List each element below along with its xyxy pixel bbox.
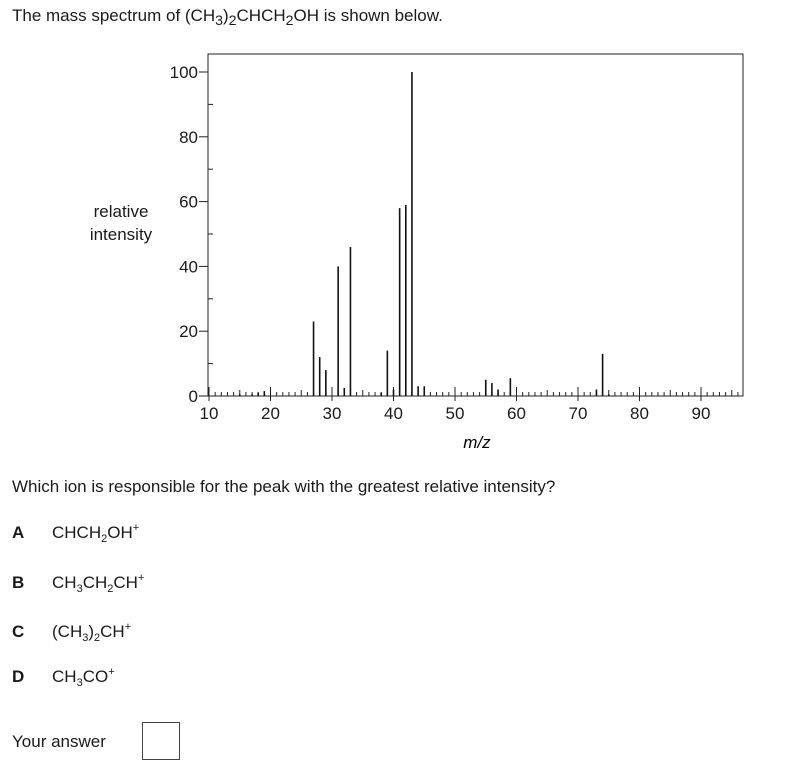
intro-text: ): [222, 6, 229, 25]
intro-subscript: 3: [215, 13, 223, 29]
y-tick-label: 20: [179, 322, 198, 342]
intro-text: OH is shown below.: [293, 6, 443, 25]
x-tick-label: 10: [199, 404, 219, 423]
x-tick-label: 60: [507, 404, 526, 423]
x-tick-label: 50: [445, 404, 465, 423]
plot-frame: [208, 54, 743, 396]
minor-ticks: [215, 390, 738, 396]
y-axis-label: relative intensity: [89, 202, 153, 244]
intro-text: The mass spectrum of (CH: [12, 6, 216, 25]
y-tick-label: 100: [169, 63, 198, 82]
answer-label: Your answer: [12, 732, 106, 751]
answer-input-box[interactable]: [142, 722, 180, 760]
x-tick-label: 40: [384, 404, 403, 423]
y-tick-label: 80: [179, 127, 198, 147]
option-c[interactable]: [12, 622, 131, 642]
option-d[interactable]: [12, 667, 115, 687]
option-formula: $CHCH_2OH^+$: [52, 522, 140, 545]
y-tick-label: 0: [188, 387, 198, 406]
x-tick-label: 80: [630, 404, 649, 423]
question-prompt: Which ion is responsible for the peak with the greatest relative intensity?: [12, 477, 556, 496]
option-a[interactable]: [12, 523, 139, 543]
x-tick-label: 90: [691, 404, 711, 423]
y-axis: [170, 63, 213, 406]
option-letter: C: [12, 622, 25, 641]
x-tick-label: 20: [261, 404, 280, 423]
intro-subscript: 2: [228, 13, 237, 29]
option-letter: A: [12, 523, 25, 542]
y-tick-label: 40: [179, 257, 198, 277]
x-tick-label: 70: [568, 404, 588, 423]
y-tick-label: 60: [179, 192, 198, 212]
option-letter: D: [12, 667, 25, 686]
x-tick-label: 30: [322, 404, 342, 423]
peaks: [240, 72, 609, 396]
intro-subscript: 2: [285, 13, 294, 29]
option-formula: $(CH_3)_2CH^+$: [52, 621, 132, 644]
option-b[interactable]: [12, 573, 144, 593]
x-axis-label: m/z: [463, 433, 491, 452]
intro-text: CHCH: [236, 6, 286, 25]
option-formula: $CH_3CH_2CH^+$: [52, 572, 145, 595]
option-formula: $CH_3CO^+$: [52, 666, 115, 689]
option-letter: B: [12, 573, 25, 592]
